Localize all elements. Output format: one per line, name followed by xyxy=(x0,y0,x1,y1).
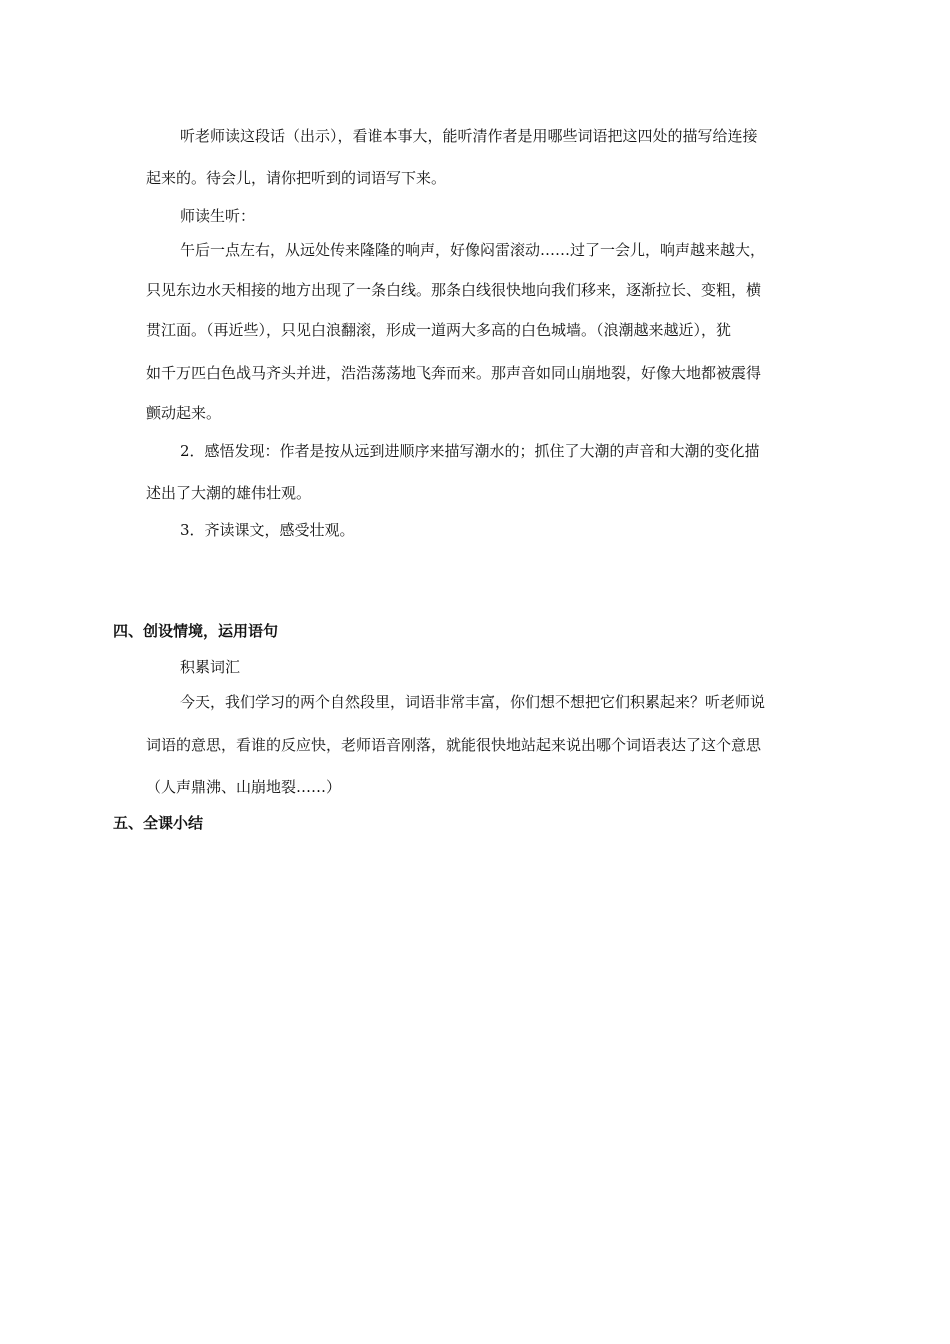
paragraph-3-line-2: 只见东边水天相接的地方出现了一条白线。那条白线很快地向我们移来，逐渐拉长、变粗，横 xyxy=(146,281,762,299)
paragraph-5: 3．齐读课文，感受壮观。 xyxy=(180,521,355,539)
section-5-heading: 五、全课小结 xyxy=(113,814,204,832)
section-4-heading: 四、创设情境，运用语句 xyxy=(113,622,279,640)
paragraph-3-line-5: 颤动起来。 xyxy=(146,404,222,422)
paragraph-1-line-2: 起来的。待会儿，请你把听到的词语写下来。 xyxy=(146,169,447,187)
paragraph-3-line-4: 如千万匹白色战马齐头并进，浩浩荡荡地飞奔而来。那声音如同山崩地裂，好像大地都被震得 xyxy=(146,364,762,382)
paragraph-1-line-1: 听老师读这段话（出示），看谁本事大，能听清作者是用哪些词语把这四处的描写给连接 xyxy=(180,127,758,145)
section-4-line-3: （人声鼎沸、山崩地裂……） xyxy=(146,778,342,796)
paragraph-4-line-2: 述出了大潮的雄伟壮观。 xyxy=(146,484,312,502)
section-4-line-1: 今天，我们学习的两个自然段里，词语非常丰富，你们想不想把它们积累起来？听老师说 xyxy=(180,693,766,711)
section-4-subheading: 积累词汇 xyxy=(180,658,241,676)
section-4-line-2: 词语的意思，看谁的反应快，老师语音刚落，就能很快地站起来说出哪个词语表达了这个意思 xyxy=(146,736,762,754)
paragraph-3-line-1: 午后一点左右，从远处传来隆隆的响声，好像闷雷滚动……过了一会儿，响声越来越大， xyxy=(180,241,766,259)
paragraph-3-line-3: 贯江面。（再近些），只见白浪翻滚，形成一道两大多高的白色城墙。（浪潮越来越近），犹 xyxy=(146,321,732,339)
paragraph-2: 师读生听： xyxy=(180,207,256,225)
paragraph-4-line-1: 2．感悟发现：作者是按从远到进顺序来描写潮水的；抓住了大潮的声音和大潮的变化描 xyxy=(180,442,760,460)
